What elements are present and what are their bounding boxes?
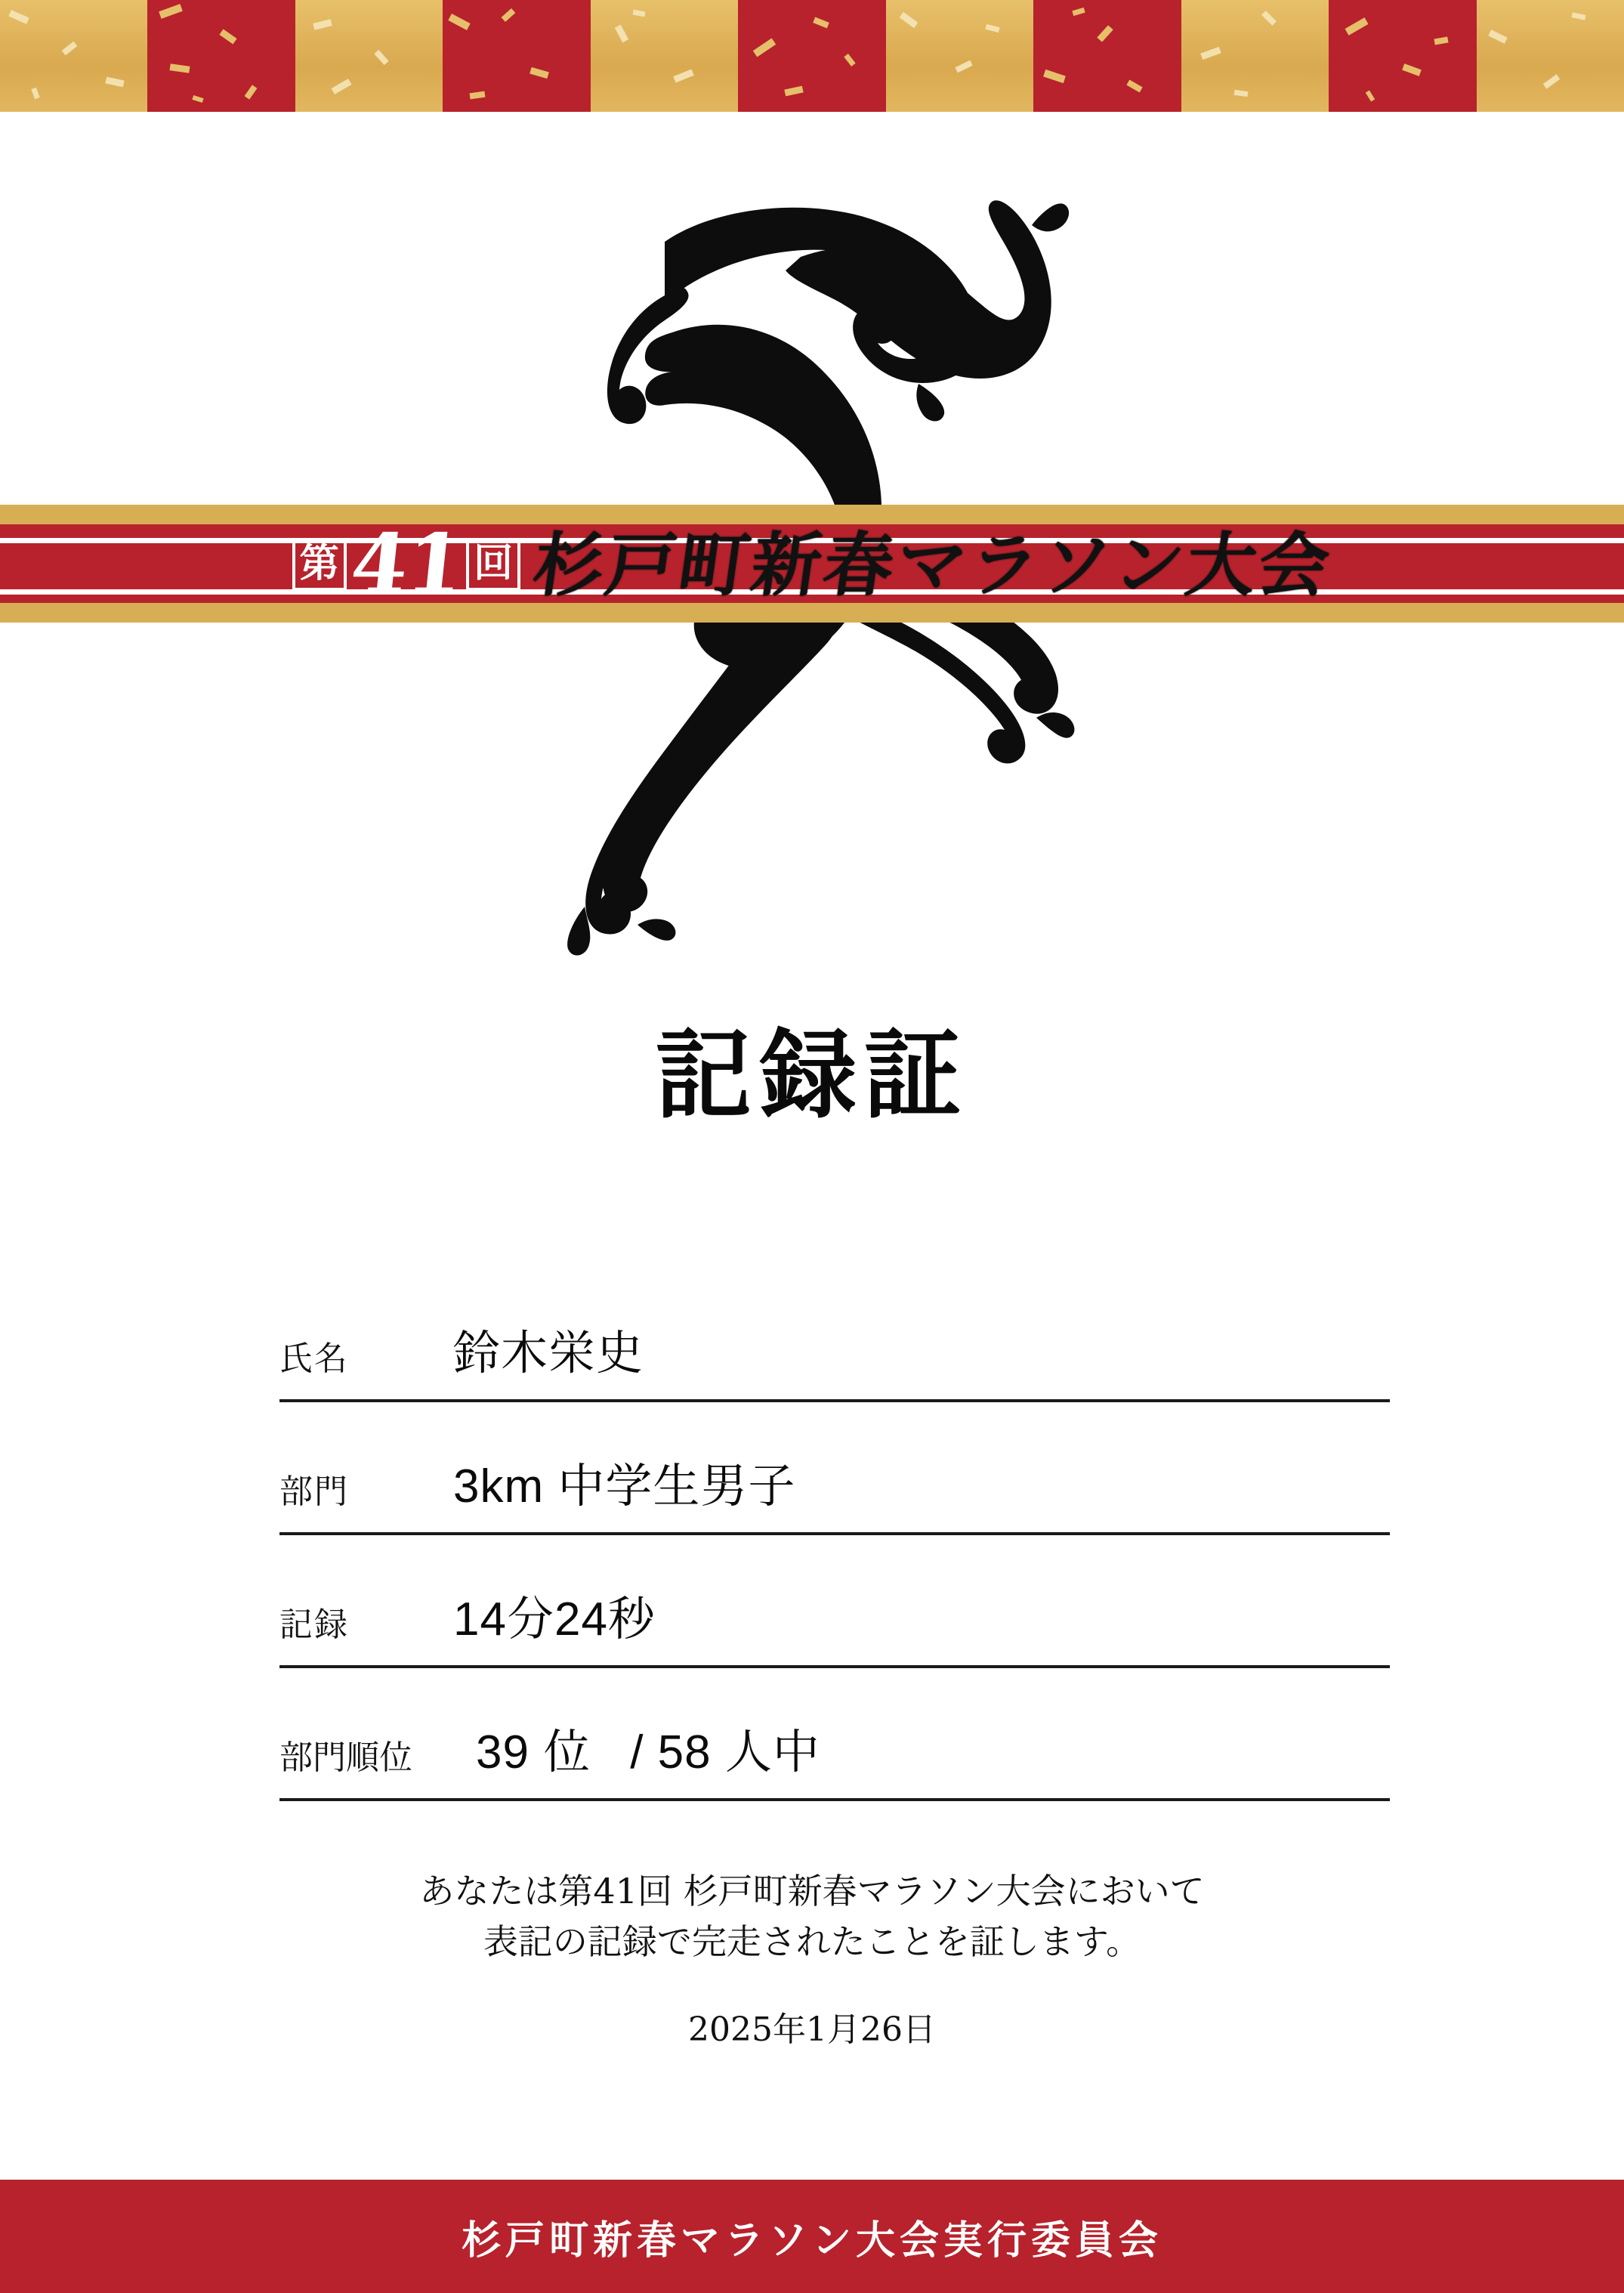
field-label-name: 氏名 [279,1340,349,1378]
edition-suffix-label: 回 [466,539,520,591]
footer-bar [0,2180,1624,2293]
rank-position: 39 位 [476,1726,591,1778]
statement-line-2: 表記の記録で完走されたことを証します。 [483,1921,1141,1962]
event-title [0,499,1624,631]
field-value-name: 鈴木栄史 [453,1327,644,1380]
rank-total: / 58 人中 [630,1726,820,1778]
rank-values [476,1714,820,1798]
field-label-category: 部門 [279,1473,349,1511]
record-fields [279,1269,1390,1801]
statement-line-1: あなたは第41回 杉戸町新春マラソン大会において [419,1871,1205,1911]
band-cell [1181,0,1329,112]
field-value-record: 14分24秒 [453,1593,656,1646]
band-cell [886,0,1033,112]
event-name: 杉戸町新春マラソン大会 [528,524,1338,606]
band-cell [0,0,147,112]
field-label-rank: 部門順位 [279,1738,412,1777]
band-cell [1477,0,1624,112]
edition-group [292,516,520,612]
field-row-rank [279,1668,1390,1801]
certificate-statement [0,1866,1624,1967]
band-cell [1033,0,1181,112]
band-cell [1329,0,1476,112]
field-row-record [279,1535,1390,1668]
edition-prefix-label: 第 [292,539,347,591]
band-cell [591,0,738,112]
footer-organizer: 杉戸町新春マラソン大会実行委員会 [461,2217,1162,2264]
band-cell [295,0,443,112]
field-value-category: 3km 中学生男子 [453,1460,796,1513]
band-cell [738,0,885,112]
band-cell [443,0,590,112]
page-title: 記録証 [655,1018,968,1132]
field-label-record: 記録 [279,1605,349,1644]
issue-date: 2025年1月26日 [688,2010,936,2049]
field-row-name [279,1269,1390,1402]
band-cell [147,0,295,112]
field-row-category [279,1402,1390,1535]
edition-number: 41 [346,516,467,612]
top-decorative-band [0,0,1624,112]
